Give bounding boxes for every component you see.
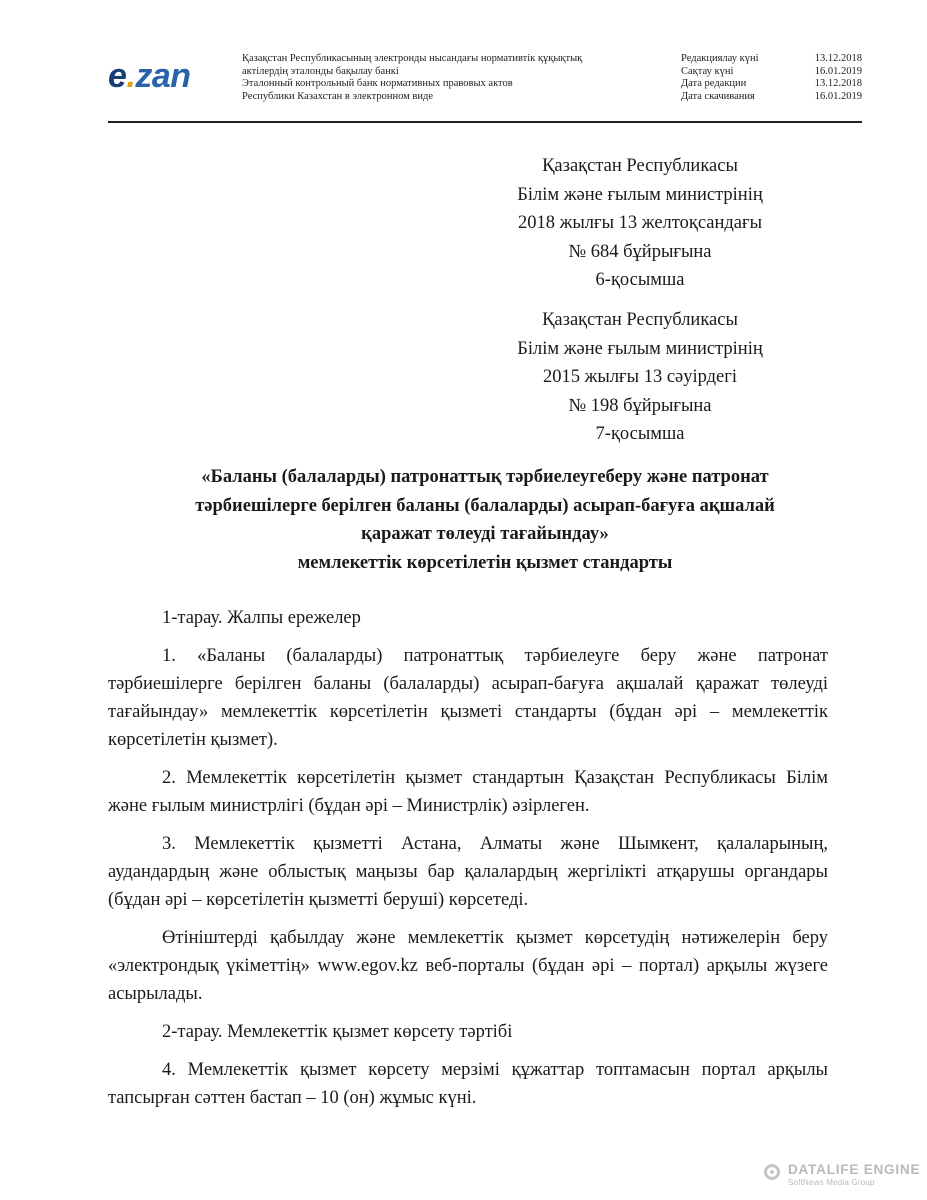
approval-line: № 684 бұйрығына bbox=[568, 241, 712, 262]
approval-line: 6-қосымша bbox=[595, 270, 685, 290]
title-line: тәрбиешілерге берілген баланы (балаларды) асырап-бағуға ақшалай bbox=[195, 495, 775, 516]
meta-value: 16.01.2019 bbox=[814, 90, 862, 102]
paragraph: 1. «Баланы (балаларды) патронаттық тәрбиелеуге беру және патронат тәрбиешілерге берілген баланы (балаларды) асырап-бағуға ақшалай қаражат төлеуді тағайындау» мемлекеттік көрсетілетін қызметі стандарты (бұдан әрі – мемлекеттік көрсетілетін қызмет). bbox=[108, 646, 828, 750]
meta-value: 16.01.2019 bbox=[814, 65, 862, 77]
meta-row bbox=[681, 53, 862, 66]
approval-line: Қазақстан Республикасы bbox=[542, 156, 738, 176]
logo-e: e bbox=[108, 57, 127, 95]
approval-line: Білім және ғылым министрінің bbox=[517, 338, 763, 359]
chapter-heading: 2-тарау. Мемлекеттік қызмет көрсету тәртібі bbox=[162, 1022, 513, 1042]
approval-line: Білім және ғылым министрінің bbox=[517, 184, 763, 205]
title-line: мемлекеттік көрсетілетін қызмет стандарты bbox=[297, 552, 673, 573]
document-title bbox=[108, 463, 862, 577]
meta-label: Дата скачивания bbox=[681, 90, 755, 102]
watermark bbox=[764, 1160, 924, 1190]
chapter-heading: 1-тарау. Жалпы ережелер bbox=[162, 608, 361, 628]
meta-label: Сақтау күні bbox=[681, 65, 734, 77]
datalife-icon bbox=[764, 1164, 780, 1180]
paragraph: Өтініштерді қабылдау және мемлекеттік қызмет көрсетудің нәтижелерін беру «электрондық үкіметтің» www.egov.kz веб-порталы (бұдан әрі – портал) арқылы жүзеге асырылады. bbox=[108, 928, 828, 1004]
meta-value: 13.12.2018 bbox=[814, 78, 862, 89]
title-line: қаражат төлеуді тағайындау» bbox=[361, 524, 609, 544]
meta-row bbox=[681, 66, 862, 79]
header-dates bbox=[681, 53, 862, 103]
watermark-subtitle: SoftNews Media Group bbox=[788, 1178, 875, 1187]
org-line: Эталонный контрольный банк нормативных правовых актов bbox=[242, 78, 513, 89]
meta-row bbox=[681, 78, 862, 91]
paragraph: 2. Мемлекеттік көрсетілетін қызмет стандартын Қазақстан Республикасы Білім және ғылым министрлігі (бұдан әрі – Министрлік) әзірлеген. bbox=[108, 768, 828, 816]
meta-label: Дата редакции bbox=[681, 78, 747, 89]
approval-line: 7-қосымша bbox=[595, 424, 685, 444]
header-organization bbox=[242, 53, 662, 103]
approval-block-2018 bbox=[470, 152, 810, 295]
meta-row bbox=[681, 91, 862, 104]
paragraph: 3. Мемлекеттік қызметті Астана, Алматы және Шымкент, қалаларының, аудандардың және облыстық маңызы бар қалалардың жергілікті атқарушы органдары (бұдан әрі – көрсетілетін қызметті беруші) көрсетеді. bbox=[108, 834, 828, 910]
approval-block-2015 bbox=[470, 306, 810, 449]
ezan-logo[interactable] bbox=[108, 58, 191, 94]
approval-line: 2015 жылғы 13 сәуірдегі bbox=[542, 367, 737, 387]
title-line: «Баланы (балаларды) патронаттық тәрбиелеугеберу және патронат bbox=[201, 467, 769, 487]
org-line: актілердің эталонды бақылау банкі bbox=[242, 65, 399, 77]
logo-zan: zan bbox=[135, 57, 191, 95]
paragraph: 4. Мемлекеттік қызмет көрсету мерзімі құжаттар топтамасын портал арқылы тапсырған сәттен бастап – 10 (он) жұмыс күні. bbox=[108, 1060, 828, 1108]
document-body bbox=[108, 604, 828, 1122]
meta-value: 13.12.2018 bbox=[814, 53, 862, 64]
approval-line: 2018 жылғы 13 желтоқсандағы bbox=[517, 213, 763, 233]
watermark-name: DATALIFE ENGINE bbox=[788, 1162, 921, 1177]
meta-label: Редакциялау күні bbox=[681, 53, 759, 64]
org-line: Республики Казахстан в электронном виде bbox=[242, 90, 433, 102]
approval-line: № 198 бұйрығына bbox=[568, 395, 712, 416]
approval-line: Қазақстан Республикасы bbox=[542, 310, 738, 330]
org-line: Қазақстан Республикасының электронды нысандағы нормативтік құқықтық bbox=[242, 53, 583, 64]
document-header bbox=[108, 50, 862, 122]
logo-dot: . bbox=[126, 57, 136, 95]
header-divider bbox=[108, 121, 862, 123]
